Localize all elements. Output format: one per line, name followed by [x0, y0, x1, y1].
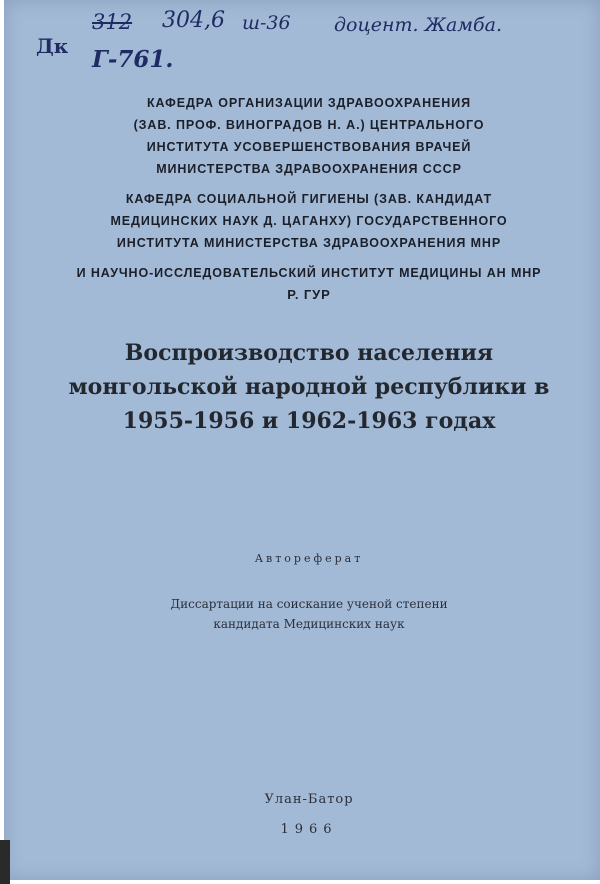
org1-line-2: (ЗАВ. ПРОФ. ВИНОГРАДОВ Н. А.) ЦЕНТРАЛЬНОГО [133, 118, 485, 132]
scan-edge [0, 840, 10, 884]
title-line-3: 1955-1956 и 1962-1963 годах [122, 408, 496, 434]
publication-place: Улан-Батор [264, 792, 354, 807]
organization-1 [44, 92, 574, 180]
org2-line-2: МЕДИЦИНСКИХ НАУК Д. ЦАГАНХУ) ГОСУДАРСТВЕННОГО [110, 214, 508, 228]
organization-3: И НАУЧНО-ИССЛЕДОВАТЕЛЬСКИЙ ИНСТИТУТ МЕДИЦИНЫ АН МНР [76, 266, 542, 280]
document-title [54, 336, 564, 438]
org1-line-1: КАФЕДРА ОРГАНИЗАЦИИ ЗДРАВООХРАНЕНИЯ [147, 96, 471, 110]
handwritten-shelf-mark: Г-761. [92, 46, 174, 73]
title-line-2: монгольской народной республики в [68, 374, 550, 400]
handwritten-code-crossed: 312 [92, 10, 133, 34]
handwritten-mark: ш-36 [242, 12, 291, 34]
document-purpose [44, 594, 574, 634]
cover-page [4, 0, 600, 880]
purpose-line-1: Диссартации на соискание ученой степени [170, 597, 448, 611]
publication-year: 1966 [280, 822, 338, 837]
purpose-line-2: кандидата Медицинских наук [213, 617, 405, 631]
organization-2 [44, 188, 574, 254]
handwritten-corner: Дк [36, 34, 69, 58]
title-line-1: Воспроизводство населения [124, 340, 494, 366]
handwritten-note: доцент. Жамба. [334, 14, 502, 36]
org2-line-1: КАФЕДРА СОЦИАЛЬНОЙ ГИГИЕНЫ (ЗАВ. КАНДИДАТ [125, 192, 493, 206]
author-name: Р. ГУР [287, 287, 331, 302]
org2-line-3: ИНСТИТУТА МИНИСТЕРСТВА ЗДРАВООХРАНЕНИЯ МНР [116, 236, 502, 250]
document-kind: Автореферат [254, 552, 364, 565]
org1-line-4: МИНИСТЕРСТВА ЗДРАВООХРАНЕНИЯ СССР [156, 162, 462, 176]
handwritten-code: 304,6 [162, 8, 225, 33]
org1-line-3: ИНСТИТУТА УСОВЕРШЕНСТВОВАНИЯ ВРАЧЕЙ [146, 140, 472, 154]
